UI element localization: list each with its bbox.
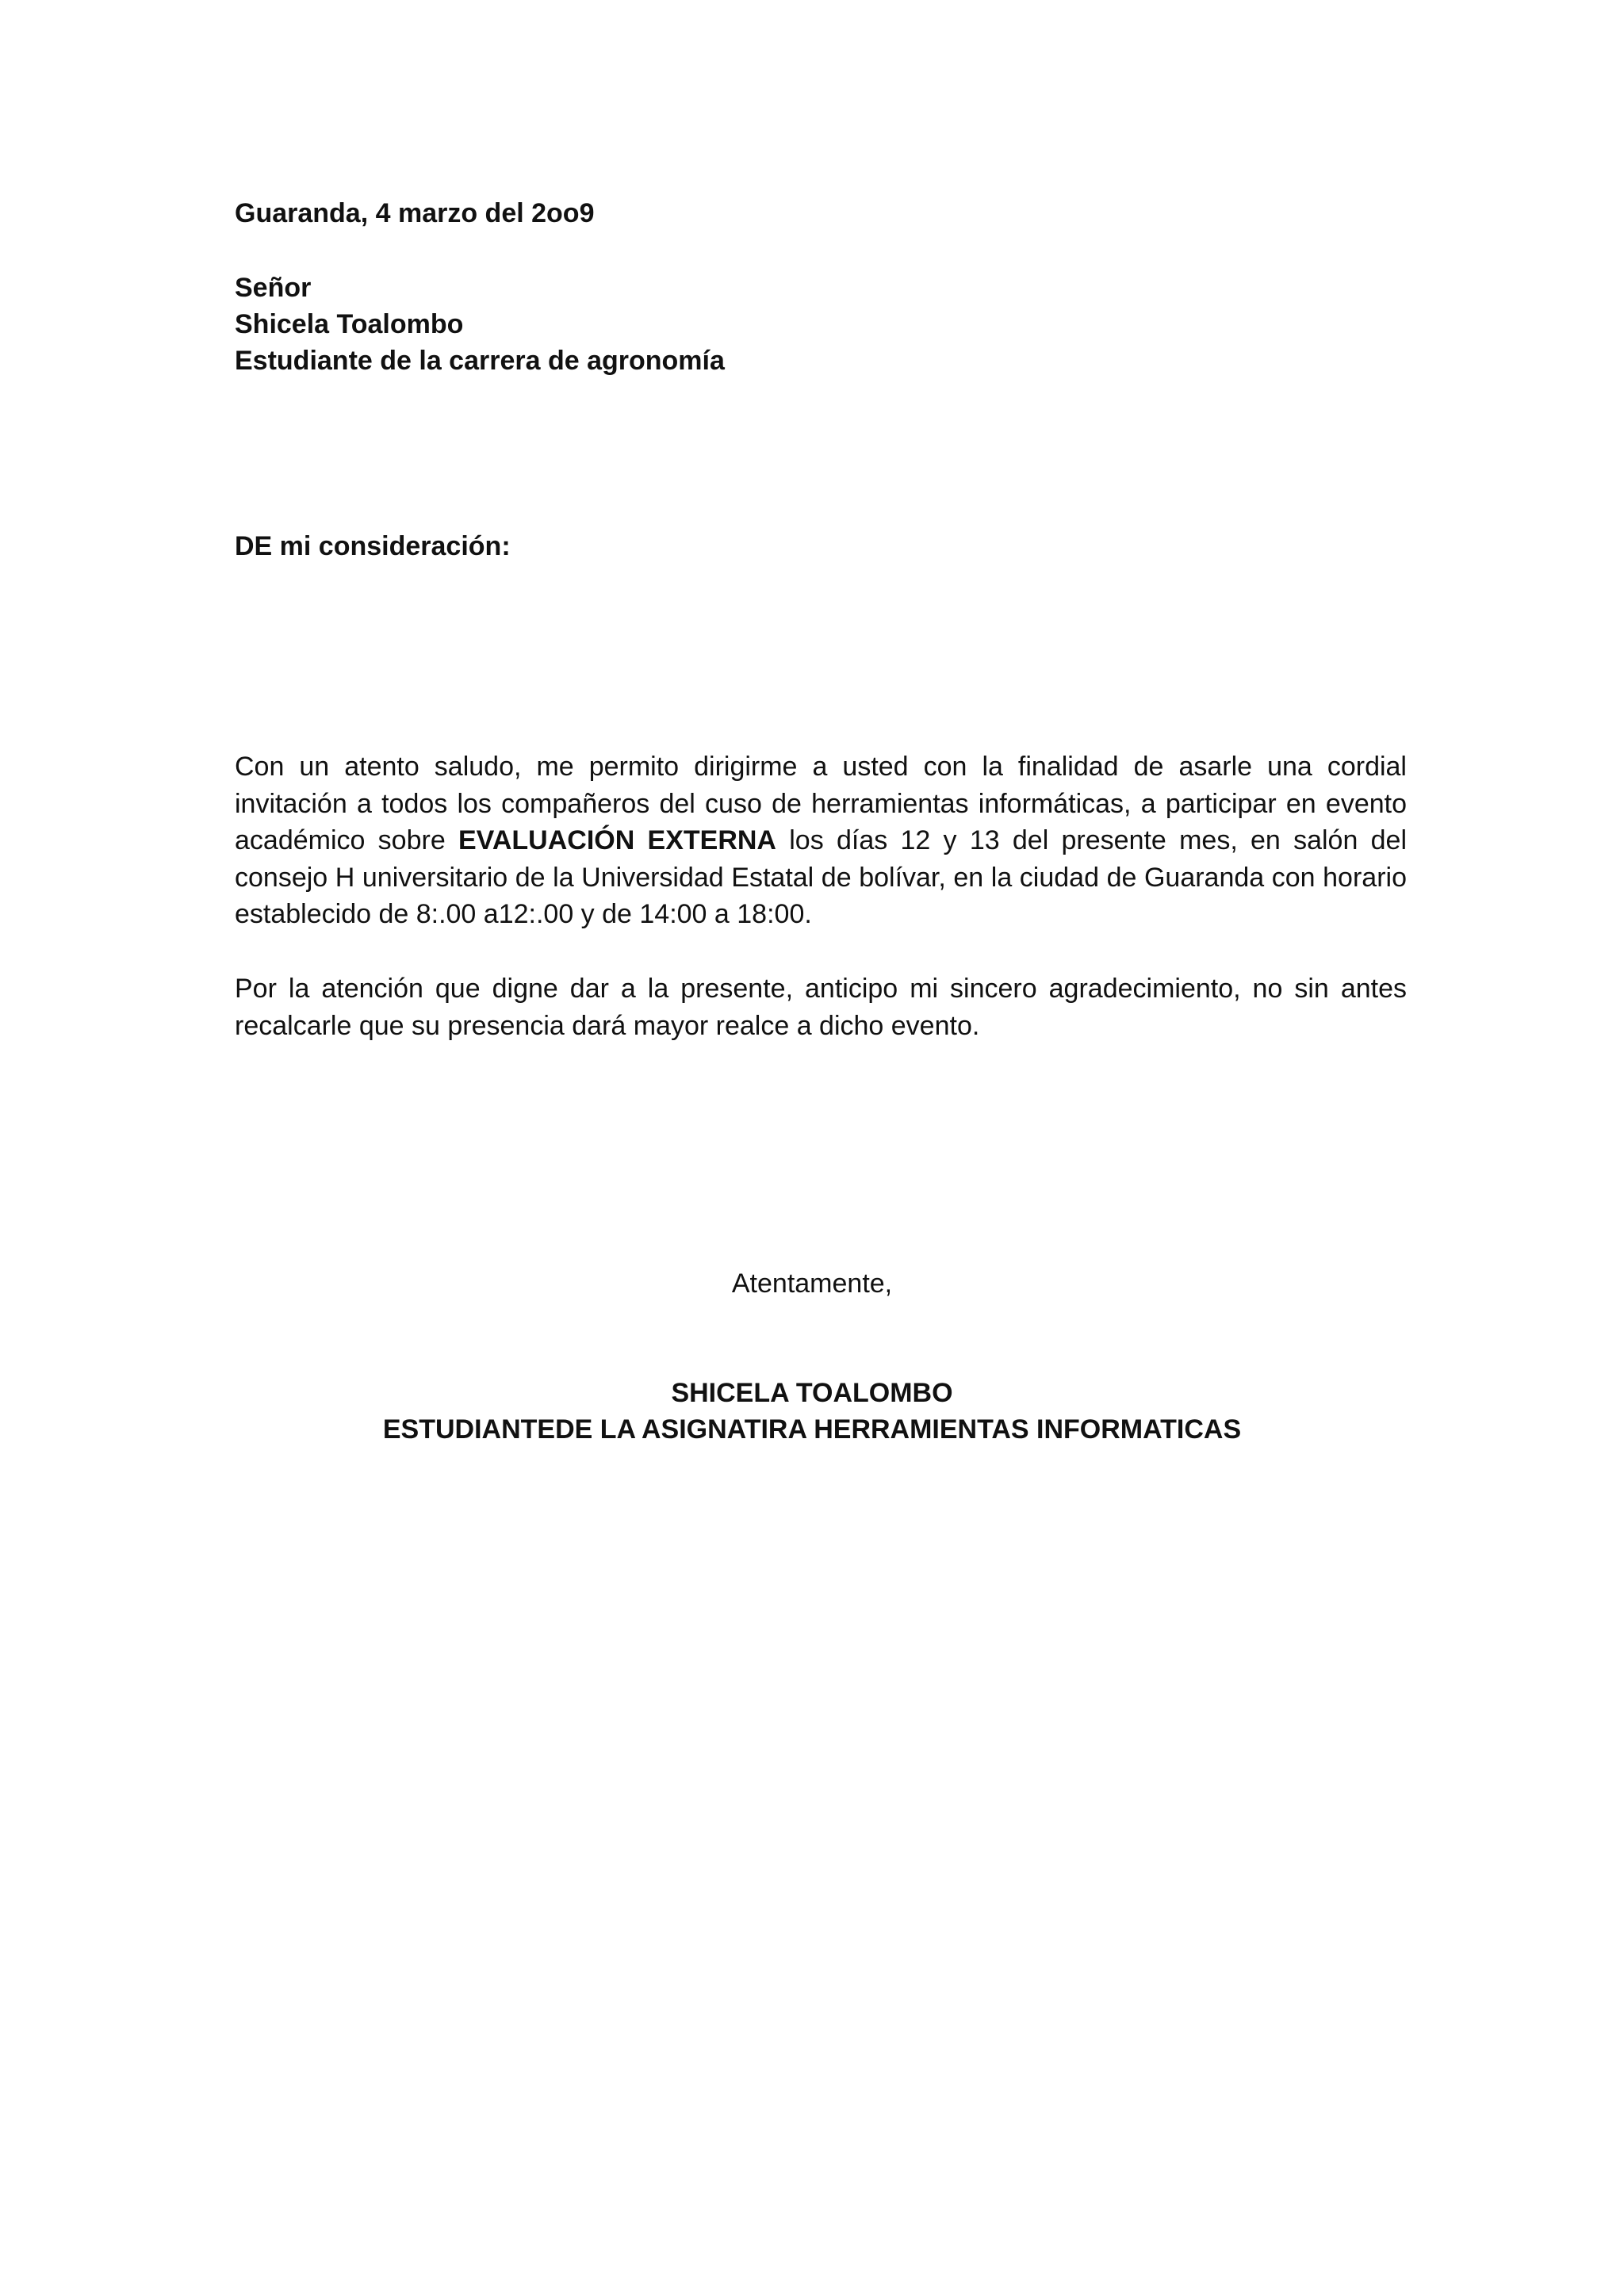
body-paragraph-1-emphasis: EVALUACIÓN EXTERNA xyxy=(458,825,776,855)
signature-title: ESTUDIANTEDE LA ASIGNATIRA HERRAMIENTAS INFORMATICAS xyxy=(382,1414,1242,1445)
body-paragraph-2: Por la atención que digne dar a la presente, anticipo mi sincero agradecimiento, no sin antes recalcarle que su presencia dará mayor realce a dicho evento. xyxy=(235,974,1407,1041)
letter-date: Guaranda, 4 marzo del 2oo9 xyxy=(235,198,595,228)
body-paragraph-1 xyxy=(235,748,1407,933)
body-paragraph-1-start: Con un atento saludo, me permito dirigirme a usted con la finalidad de asarle una cordial invitación a todos los compañeros del cuso de herramientas informáticas, a participar en evento académico sobre xyxy=(235,752,1407,855)
body-paragraph-1-end: los días 12 y 13 del presente mes, en salón del consejo H universitario de la Universidad Estatal de bolívar, en la ciudad de Guaranda con horario establecido de 8:.00 a12:.00 y de 14:00 a 18:00. xyxy=(235,825,1408,929)
closing: Atentamente, xyxy=(731,1269,893,1299)
recipient-title: Señor xyxy=(235,273,312,303)
recipient-role: Estudiante de la carrera de agronomía xyxy=(235,346,725,376)
recipient-name: Shicela Toalombo xyxy=(235,309,464,339)
signature-name: SHICELA TOALOMBO xyxy=(671,1378,953,1408)
signature-block xyxy=(0,1375,1624,1448)
salutation: DE mi consideración: xyxy=(235,531,511,561)
